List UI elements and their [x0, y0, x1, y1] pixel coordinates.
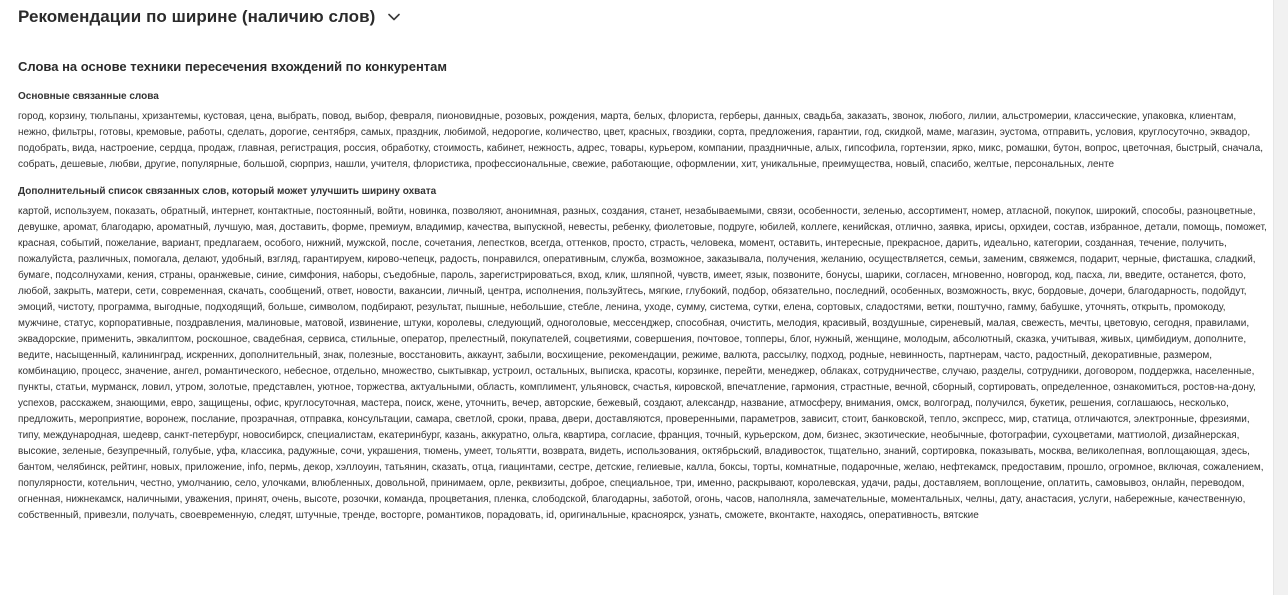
block-title: Слова на основе техники пересечения вхождений по конкурентам [18, 59, 448, 74]
main-words-list: город, корзину, тюльпаны, хризантемы, кустовая, цена, выбрать, повод, выбор, февраля, пионовидные, розовых, рождения, марта, белых, флориста, герберы, данных, свадьба, заказать, звонок, любого, лилии, альстромерии, классические, упаковка, клиентам, нежно, фильтры, готовы, кремовые, работы, сделать, дорогие, сентября, самых, праздник, любимой, недорогие, количество, цвет, красных, гвоздики, сорта, предложения, гарантии, год, скидкой, маме, магазин, эустома, отправить, условия, круглосуточно, эквадор, подобрать, вида, настроение, сердца, продаж, главная, регистрация, россия, обработку, стоимость, кабинет, нежность, адрес, товары, курьером, компании, праздничные, алых, гипсофила, гортензии, ярко, микс, ромашки, бутон, вопрос, цветочная, быстрый, сначала, собрать, дешевые, любви, другие, популярные, большой, сюрприз, нашли, учителя, флористика, профессиональные, свежие, работающие, оформлении, хит, уникальные, преимущества, новый, спасибо, желтые, персональных, ленте [18, 111, 1264, 170]
vertical-scrollbar[interactable] [1273, 0, 1288, 595]
section-title: Рекомендации по ширине (наличию слов) [18, 7, 376, 26]
section-header[interactable] [18, 0, 1268, 34]
chevron-down-icon[interactable] [387, 10, 401, 24]
extra-words-title: Дополнительный список связанных слов, который может улучшить ширину охвата [18, 186, 437, 197]
main-words-title: Основные связанные слова [18, 91, 159, 102]
extra-words-list: картой, используем, показать, обратный, интернет, контактные, постоянный, войти, новинка, позволяют, анонимная, разных, создания, станет, незабываемыми, связи, особенности, зеленью, ассортимент, номер, атласной, покупок, широкий, способы, разноцветные, девушке, аромат, благодарю, ароматный, лучшую, мая, доставить, форме, премиум, владимир, качества, выпускной, невесты, ребенку, фиолетовые, подруге, юбилей, коллеге, кенийская, отлично, заявка, ирисы, орхидеи, состав, избранное, детали, помощь, поможет, красная, событий, пожелание, вариант, предлагаем, особого, нижний, мужской, после, сочетания, лепестков, всегда, оттенков, просто, страсть, человека, момент, оставить, интересные, прекрасное, дарить, идеально, категории, созданная, течение, получить, пожалуйста, различных, помогала, делают, удобный, взгляд, гарантируем, кирово-чепецк, радость, понравился, оперативным, служба, возможное, заказывала, получения, желанию, осуществляется, семьи, заменим, свяжемся, подарит, черные, фисташка, сладкий, бумаге, подсолнухами, кения, страны, оранжевые, синие, симфония, наборы, съедобные, пароль, зарегистрироваться, вход, клик, шляпной, чувств, имеет, язык, позвоните, бонусы, шарики, согласен, мгновенно, новгород, код, пасха, ли, введите, останется, фото, любой, закрыть, матери, сети, современная, скачать, сообщений, ответ, новости, вакансии, личный, центра, исполнения, пользуйтесь, мягкие, глубокий, подбор, обязательно, последний, особенных, возможность, вкус, бордовые, дочери, благодарность, подойдут, эмоций, чистоту, программа, выгодные, подходящий, больше, символом, подбирают, результат, пышные, небольшие, стебле, ленина, уходе, сумму, система, сутки, елена, сортовых, сладостями, ветки, поштучно, гамму, бабушке, уточнять, открыть, промокоду, мужчине, статус, корпоративные, поздравления, малиновые, матовой, извинение, штуки, королевы, следующий, одноголовые, мессенджер, способная, очистить, мелодия, красивый, воздушные, сиреневый, малая, свежесть, мечты, цветовую, сегодня, правилами, эквадорские, применить, эвкалиптом, роскошное, свадебная, сервиса, стильные, оператор, прелестный, покупателей, соцветиями, совершения, почтовое, топперы, блог, нужный, женщине, молодым, абсолютный, сказка, учитывая, живых, цимбидиум, дополните, ведите, насыщенный, калининград, искренних, дополнительный, знак, полезные, восстановить, аккаунт, забыли, восхищение, рекомендации, режиме, валюта, рассылку, подход, родные, невинность, партнерам, часто, радостный, декоративные, размером, комбинацию, процесс, значение, ангел, романтического, небесное, отдельно, множество, сыктывкар, устроил, остальных, выписка, красоты, корзинке, перейти, менеджер, облаках, сотрудничестве, случаю, разделы, сотрудники, договором, поддержка, населенные, пункты, статьи, мурманск, ловил, утром, золотые, представлен, уютное, торжества, актуальными, область, комплимент, ульяновск, счастья, кировской, впечатление, гармония, страстные, вечной, сборный, сортировать, определенное, ознакомиться, ростов-на-дону, успехов, расскажем, знающими, евро, защищены, офис, круглосуточная, мастера, поиск, жене, уточнить, вечер, авторские, бежевый, создают, александр, название, атмосферу, внимания, омск, волгоград, получился, букетик, решения, соглашаюсь, несколько, предложить, мероприятие, воронеж, послание, прозрачная, отправка, консультации, самара, светлой, сроки, права, двери, доставляются, проверенными, параметров, зависит, стоит, банковской, тепло, экспресс, мир, статица, отличаются, электронные, фрезиями, типу, международная, шедевр, санкт-петербург, новосибирск, специалистам, екатеринбург, казань, аккуратно, ольга, квартира, согласие, франция, точный, курьерском, дом, бизнес, экзотические, необычные, фотографии, сухоцветами, маттиолой, дизайнерская, высокие, зеленые, безупречный, голубые, уфа, классика, радужные, сочи, украшения, тюмень, умеет, тольятти, возврата, видеть, использования, октябрьский, владивосток, тщательно, знаний, сортировка, показывать, москва, великолепная, воплощающая, здесь, бантом, челябинск, рейтинг, новых, приложение, info, пермь, декор, хэллоуин, татьянин, сказать, отца, гиацинтами, сестре, детские, гелиевые, калла, боксы, торты, комнатные, подарочные, желаю, нефтекамск, предоставим, прошло, огромное, включая, сожалением, популярности, котельнич, честно, умолчанию, село, улочками, влюбленных, довольной, принимаем, орле, реквизиты, доброе, специальное, три, именно, раскрывают, королевская, удачи, рады, доставляем, воплощение, оплатить, самовывоз, онлайн, переводом, огненная, нижнекамск, наличными, уважения, принят, очень, высоте, розочки, команда, процветания, пленка, слободской, благодарны, заботой, огонь, часов, наполняла, замечательные, моментальных, челны, дату, анастасия, услуги, набережные, качественную, собственный, привезли, получать, своевременную, следят, штучные, тренде, восторге, романтиков, порадовать, id, оригинальные, красноярск, узнать, сможете, вконтакте, находясь, оперативность, вятские [18, 206, 1267, 521]
recommendations-panel [18, 0, 1268, 524]
